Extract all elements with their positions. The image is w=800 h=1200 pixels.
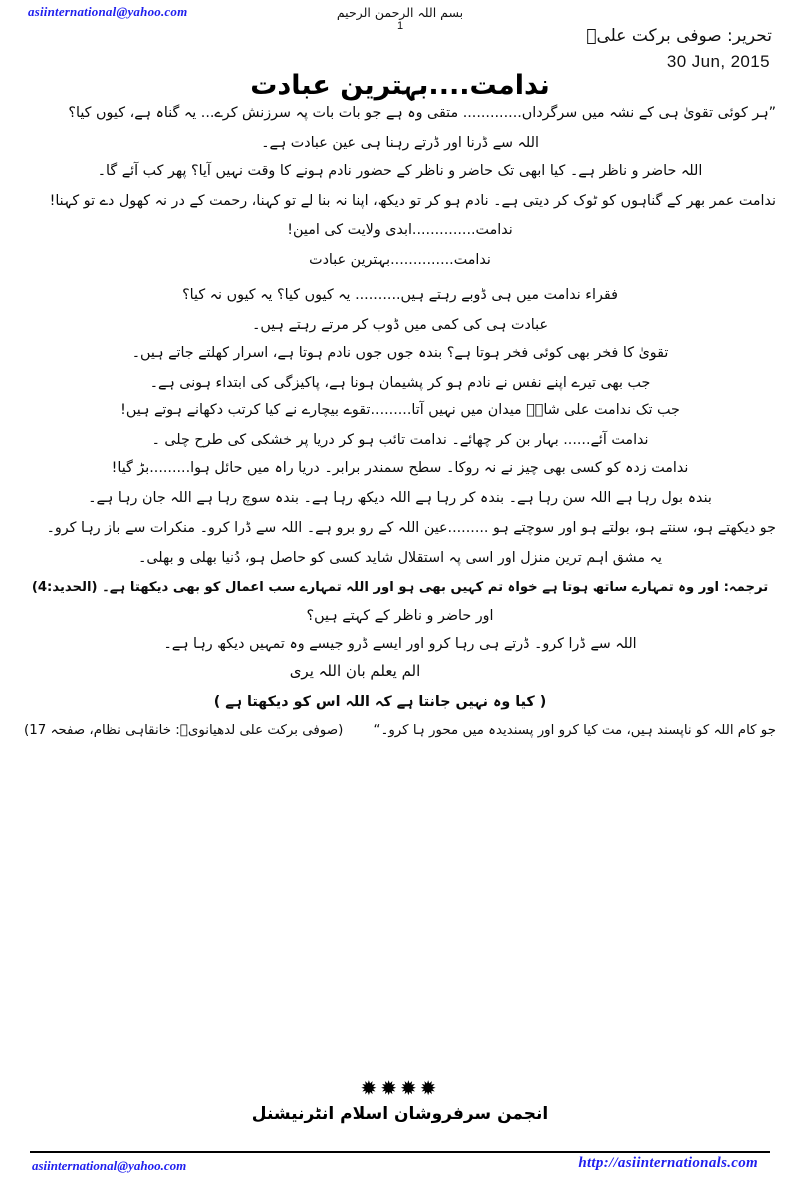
quran-translation-line: ترجمہ: اور وہ تمہارے ساتھ ہوتا ہے خواہ تم کہیں بھی ہو اور اللہ تمہارے سب اعمال کو بھی دیکھتا ہے۔ (الحدید:4) — [31, 579, 769, 595]
body-line: عبادت ہی کی کمی میں ڈوب کر مرتے رہتے ہیں۔ — [251, 317, 549, 333]
body-line: فقراء ندامت میں ہی ڈوبے رہتے ہیں.......... یہ کیوں کیا؟ یہ کیوں نہ کیا؟ — [182, 287, 618, 304]
footer-divider — [30, 1151, 770, 1153]
body-line: ندامت آئے...... بہار بن کر چھائے۔ ندامت تائب ہو کر دریا پر خشکی کی طرح چلی ۔ — [151, 432, 649, 449]
citation-row — [24, 723, 776, 738]
body-line: ندامت زدہ کو کسی بھی چیز نے نہ روکا۔ سطح سمندر برابر۔ دریا راہ میں حائل ہوا.........بڑ گیا! — [111, 459, 689, 476]
body-line: جو دیکھتے ہو، سنتے ہو، بولتے ہو اور سوچتے ہو .........عین اللہ کے رو برو ہے۔ اللہ سے ڈرا کرو۔ منکرات سے باز رہا کرو۔ — [46, 519, 776, 536]
page-title: ندامت....بہترین عبادت — [250, 70, 550, 102]
arabic-verse-translation: ( کیا وہ نہیں جانتا ہے کہ اللہ اس کو دیکھتا ہے ) — [213, 694, 547, 711]
body-line: ”ہر کوئی تقویٰ ہی کے نشہ میں سرگرداں............. متقی وہ ہے جو بات بات پہ سرزنش کرے... یہ گناہ ہے، کیوں کیا؟ — [68, 105, 776, 121]
body-line: اللہ سے ڈرا کرو۔ ڈرتے ہی رہا کرو اور ایسے ڈرو جیسے وہ تمہیں دیکھ رہا ہے۔ — [163, 635, 637, 652]
body-line: اور حاضر و ناظر کے کہتے ہیں؟ — [306, 608, 494, 625]
bismillah-text: بسم اللہ الرحمن الرحیم — [336, 5, 464, 20]
quote-closing-text: جو کام اللہ کو ناپسند ہیں، مت کیا کرو اور پسندیدہ میں محور ہا کرو۔“ — [373, 723, 776, 739]
body-line: یہ مشق اہم ترین منزل اور اسی پہ استقلال شاید کسی کو حاصل ہو، دُنیا بھلی و بھلی۔ — [138, 549, 662, 566]
arabic-verse: الم یعلم بان اللہ یری — [289, 662, 421, 681]
publication-date: 30 Jun, 2015 — [666, 52, 770, 71]
header-email: asiinternational@yahoo.com — [28, 4, 188, 19]
body-line: بندہ بول رہا ہے اللہ سن رہا ہے۔ بندہ کر رہا ہے اللہ دیکھ رہا ہے۔ بندہ سوچ رہا ہے اللہ جان رہا ہے۔ — [88, 489, 712, 506]
footer-website-url[interactable]: http://asiinternationals.com — [578, 1155, 758, 1171]
footer-email[interactable]: asiinternational@yahoo.com — [32, 1158, 187, 1173]
body-line: ندامت..............ابدی ولایت کی امین! — [287, 222, 513, 239]
body-text — [24, 104, 776, 744]
body-line: اللہ حاضر و ناظر ہے۔ کیا ابھی تک حاضر و ناظر کے حضور نادم ہونے کا وقت نہیں آیا؟ پھر کب آئے گا۔ — [97, 162, 703, 179]
body-line: جب بھی تیرے اپنے نفس نے نادم ہو کر پشیمان ہونا ہے، پاکیزگی کی ابتداء ہونی ہے۔ — [149, 374, 651, 391]
body-line: جب تک ندامت علی شاہؑ میدان میں نہیں آتا.........تقوے بیچارے نے کیا کرتب دکھانے ہوتے ہیں! — [120, 402, 680, 419]
body-line: اللہ سے ڈرنا اور ڈرتے رہنا ہی عین عبادت ہے۔ — [261, 134, 539, 151]
source-citation: (صوفی برکت علی لدھیانویؒ: خانقاہی نظام، صفحہ 17) — [24, 723, 344, 739]
body-line: ندامت عمر بھر کے گناہوں کو ٹوک کر دیتی ہے۔ نادم ہو کر تو دیکھ، اپنا نہ بنا لے تو کہنا، رحمت کے در نہ کھول دے تو کہنا! — [49, 192, 776, 209]
body-line: ندامت..............بہترین عبادت — [309, 252, 491, 269]
organization-name: انجمن سرفروشان اسلام انٹرنیشنل — [251, 1104, 549, 1124]
author-byline: تحریر: صوفی برکت علیؒ — [586, 26, 772, 46]
body-line: تقویٰ کا فخر بھی کوئی فخر ہوتا ہے؟ بندہ جوں جوں نادم ہوتا ہے، اسرار کھلتے جاتے ہیں۔ — [131, 344, 669, 361]
page-number: 1 — [396, 20, 404, 32]
ornament-divider-icon: ✹✹✹✹ — [360, 1076, 440, 1100]
